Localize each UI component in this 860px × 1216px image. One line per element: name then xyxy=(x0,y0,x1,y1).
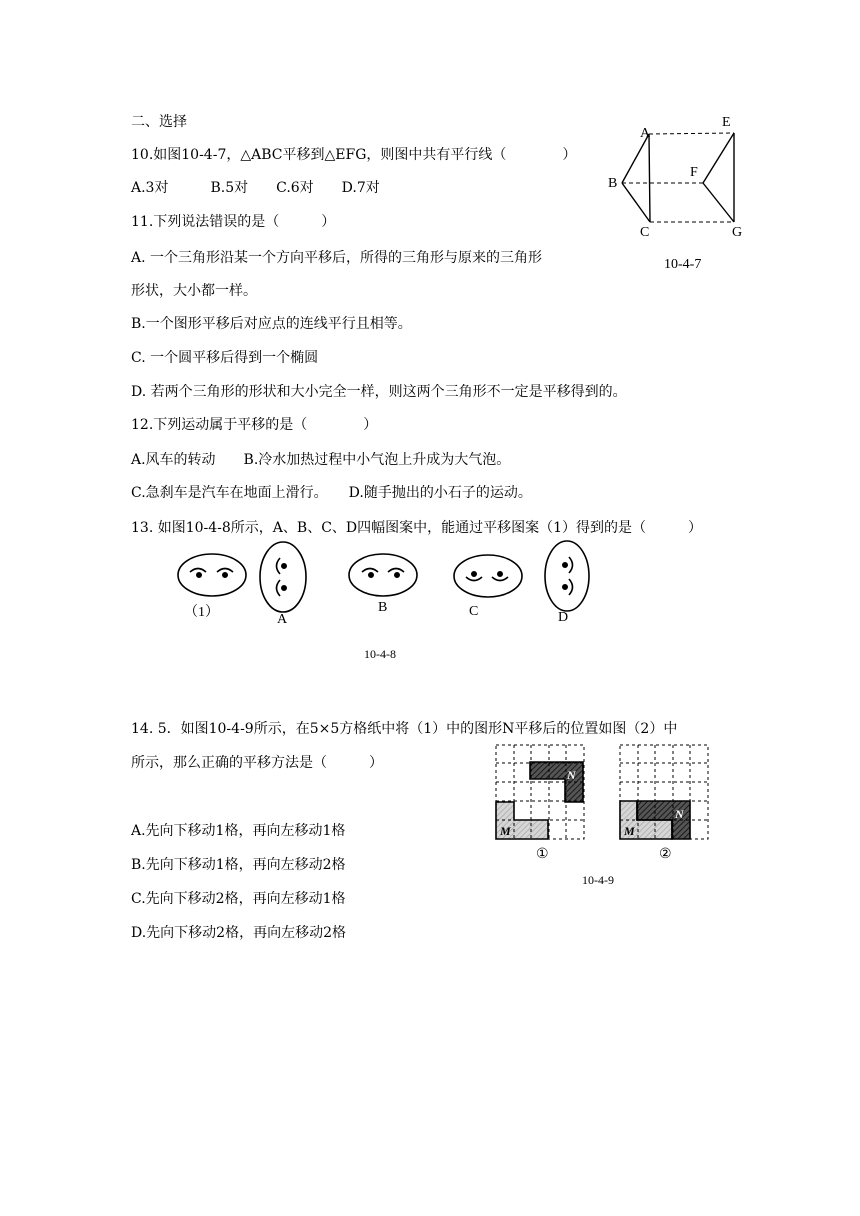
grid-sub-label-two: ② xyxy=(659,847,672,862)
q14-option-d: D.先向下移动2格，再向左移动2格 xyxy=(131,925,346,941)
face-label-b: B xyxy=(378,600,388,615)
grid-one-label-n: N xyxy=(567,768,576,782)
q10-options: A.3对 B.5对 C.6对 D.7对 xyxy=(131,180,380,196)
vertex-label-g: G xyxy=(732,225,743,240)
face-label-c: C xyxy=(469,604,479,619)
figure-caption-10-4-8: 10-4-8 xyxy=(364,647,396,661)
figure-caption-10-4-7: 10-4-7 xyxy=(664,257,702,272)
vertex-label-a: A xyxy=(640,126,651,141)
q12-line2: C.急刹车是汽车在地面上滑行。 D.随手抛出的小石子的运动。 xyxy=(131,485,532,501)
q11-option-d: D. 若两个三角形的形状和大小完全一样，则这两个三角形不一定是平移得到的。 xyxy=(131,384,627,400)
figure-caption-10-4-9: 10-4-9 xyxy=(582,873,614,887)
vertex-label-b: B xyxy=(608,176,618,191)
grid-two-label-n: N xyxy=(675,807,684,821)
vertex-label-c: C xyxy=(640,225,650,240)
q11-option-b: B.一个图形平移后对应点的连线平行且相等。 xyxy=(131,316,412,332)
q14-option-c: C.先向下移动2格，再向左移动1格 xyxy=(131,891,346,907)
grid-one-label-m: M xyxy=(500,824,511,838)
q13-stem: 13. 如图10-4-8所示，A、B、C、D四幅图案中，能通过平移图案（1）得到的是（ ） xyxy=(131,520,703,536)
q14-stem-line2: 所示，那么正确的平移方法是（ ） xyxy=(131,755,383,771)
face-label-a: A xyxy=(277,612,288,627)
grid-sub-label-one: ① xyxy=(536,847,549,862)
grid-two-label-m: M xyxy=(624,824,635,838)
q14-option-b: B.先向下移动1格，再向左移动2格 xyxy=(131,857,346,873)
q11-option-a-line2: 形状，大小都一样。 xyxy=(131,283,257,299)
q10-stem: 10.如图10-4-7，△ABC平移到△EFG，则图中共有平行线（ ） xyxy=(131,147,577,163)
q14-option-a: A.先向下移动1格，再向左移动1格 xyxy=(131,823,346,839)
q12-stem: 12.下列运动属于平移的是（ ） xyxy=(131,417,378,433)
q11-option-a-line1: A. 一个三角形沿某一个方向平移后，所得的三角形与原来的三角形 xyxy=(131,250,543,266)
vertex-label-f: F xyxy=(690,165,698,180)
q11-option-c: C. 一个圆平移后得到一个椭圆 xyxy=(131,350,319,366)
face-label-d: D xyxy=(558,610,569,625)
face-label-original: （1） xyxy=(184,605,219,620)
q14-stem-line1: 14. 5．如图10-4-9所示，在5×5方格纸中将（1）中的图形N平移后的位置如图（2）中 xyxy=(131,721,678,737)
q11-stem: 11.下列说法错误的是（ ） xyxy=(131,214,336,230)
q12-line1: A.风车的转动 B.冷水加热过程中小气泡上升成为大气泡。 xyxy=(131,452,511,468)
section-title: 二、选择 xyxy=(131,114,187,130)
vertex-label-e: E xyxy=(722,115,731,130)
